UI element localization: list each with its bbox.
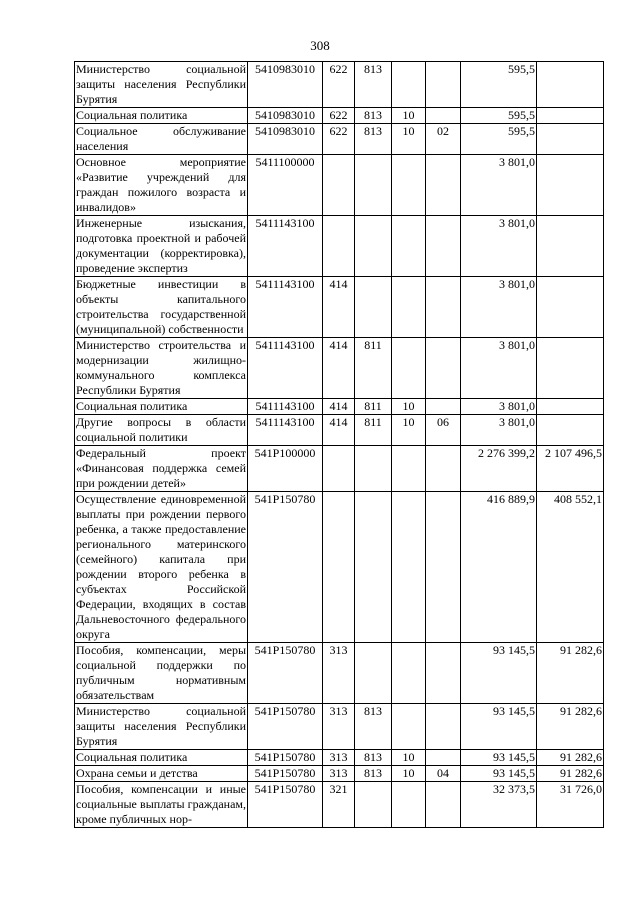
department-code-cell [355, 277, 392, 338]
amount-year1-cell: 93 145,5 [461, 704, 537, 750]
amount-year1-cell: 3 801,0 [461, 338, 537, 399]
expense-type-cell: 414 [323, 415, 355, 446]
section-cell: 10 [392, 766, 426, 782]
table-row [75, 62, 604, 108]
expense-type-cell [323, 446, 355, 492]
expense-type-cell: 313 [323, 643, 355, 704]
amount-year2-cell [537, 155, 604, 216]
amount-year1-cell: 3 801,0 [461, 277, 537, 338]
table-row [75, 446, 604, 492]
row-name-cell: Министерство социальной защиты населения Республики Бурятия [76, 704, 246, 748]
row-name-cell: Осуществление единовременной выплаты при рождении первого ребенка, а также предоставление регионального материнского (семейного) капитала при рождении второго ребенка в субъектах Российской Федерации, входящих в состав Дальневосточного федерального округа [76, 492, 246, 641]
target-article-cell: 541P150780 [248, 766, 323, 782]
target-article-cell: 541P150780 [248, 782, 323, 828]
subsection-cell: 04 [426, 766, 461, 782]
row-name-cell: Социальная политика [75, 399, 248, 415]
budget-table-body [75, 62, 604, 828]
budget-table [74, 61, 604, 828]
table-row [75, 415, 604, 446]
department-code-cell: 811 [355, 338, 392, 399]
amount-year2-cell [537, 338, 604, 399]
row-name-cell: Другие вопросы в области социальной политики [76, 415, 246, 444]
row-name-cell: Основное мероприятие «Развитие учреждений для граждан пожилого возраста и инвалидов» [76, 155, 246, 214]
amount-year1-cell: 93 145,5 [461, 643, 537, 704]
department-code-cell: 811 [355, 415, 392, 446]
amount-year1-cell: 3 801,0 [461, 415, 537, 446]
page-number: 308 [310, 38, 330, 53]
amount-year1-cell: 3 801,0 [461, 216, 537, 277]
section-cell: 10 [392, 415, 426, 446]
target-article-cell: 5410983010 [248, 124, 323, 155]
table-row [75, 704, 604, 750]
section-cell [392, 704, 426, 750]
row-name-cell: Социальная политика [75, 750, 248, 766]
amount-year2-cell [537, 415, 604, 446]
amount-year1-cell: 93 145,5 [461, 750, 537, 766]
amount-year2-cell: 2 107 496,5 [537, 446, 604, 492]
table-row [75, 492, 604, 643]
department-code-cell: 813 [355, 62, 392, 108]
subsection-cell [426, 446, 461, 492]
subsection-cell [426, 216, 461, 277]
section-cell [392, 216, 426, 277]
section-cell [392, 338, 426, 399]
row-name-cell: Пособия, компенсации, меры социальной поддержки по публичным нормативным обязательствам [76, 643, 246, 702]
expense-type-cell: 313 [323, 704, 355, 750]
amount-year2-cell: 408 552,1 [537, 492, 604, 643]
subsection-cell: 02 [426, 124, 461, 155]
expense-type-cell [323, 155, 355, 216]
subsection-cell [426, 750, 461, 766]
amount-year1-cell: 595,5 [461, 108, 537, 124]
expense-type-cell: 414 [323, 399, 355, 415]
row-name-cell: Федеральный проект «Финансовая поддержка семей при рождении детей» [76, 446, 246, 490]
expense-type-cell [323, 492, 355, 643]
subsection-cell [426, 399, 461, 415]
section-cell: 10 [392, 108, 426, 124]
expense-type-cell [323, 216, 355, 277]
amount-year1-cell: 32 373,5 [461, 782, 537, 828]
table-row [75, 782, 604, 828]
table-row [75, 750, 604, 766]
expense-type-cell: 414 [323, 277, 355, 338]
table-row [75, 155, 604, 216]
department-code-cell: 813 [355, 766, 392, 782]
row-name-cell: Социальное обслуживание населения [76, 124, 246, 153]
expense-type-cell: 622 [323, 62, 355, 108]
subsection-cell [426, 277, 461, 338]
target-article-cell: 541P150780 [248, 643, 323, 704]
target-article-cell: 5411143100 [248, 277, 323, 338]
target-article-cell: 5410983010 [248, 108, 323, 124]
section-cell [392, 155, 426, 216]
amount-year2-cell: 91 282,6 [537, 643, 604, 704]
amount-year1-cell: 3 801,0 [461, 155, 537, 216]
row-name-cell: Министерство строительства и модернизации жилищно-коммунального комплекса Республики Бурятия [76, 338, 246, 397]
amount-year1-cell: 595,5 [461, 62, 537, 108]
target-article-cell: 5411100000 [248, 155, 323, 216]
section-cell [392, 62, 426, 108]
amount-year1-cell: 2 276 399,2 [461, 446, 537, 492]
department-code-cell [355, 446, 392, 492]
department-code-cell [355, 782, 392, 828]
expense-type-cell: 414 [323, 338, 355, 399]
section-cell: 10 [392, 399, 426, 415]
target-article-cell: 5411143100 [248, 216, 323, 277]
amount-year2-cell: 31 726,0 [537, 782, 604, 828]
section-cell [392, 782, 426, 828]
table-row [75, 108, 604, 124]
department-code-cell [355, 643, 392, 704]
expense-type-cell: 321 [323, 782, 355, 828]
amount-year1-cell: 416 889,9 [461, 492, 537, 643]
amount-year1-cell: 3 801,0 [461, 399, 537, 415]
subsection-cell [426, 704, 461, 750]
table-row [75, 643, 604, 704]
table-row [75, 766, 604, 782]
row-name-cell: Охрана семьи и детства [75, 766, 248, 782]
subsection-cell [426, 108, 461, 124]
amount-year1-cell: 93 145,5 [461, 766, 537, 782]
target-article-cell: 541P150780 [248, 750, 323, 766]
section-cell [392, 643, 426, 704]
expense-type-cell: 622 [323, 108, 355, 124]
subsection-cell [426, 155, 461, 216]
amount-year2-cell [537, 216, 604, 277]
target-article-cell: 541P150780 [248, 704, 323, 750]
department-code-cell [355, 492, 392, 643]
target-article-cell: 5411143100 [248, 338, 323, 399]
section-cell: 10 [392, 124, 426, 155]
amount-year1-cell: 595,5 [461, 124, 537, 155]
department-code-cell: 813 [355, 704, 392, 750]
department-code-cell: 813 [355, 108, 392, 124]
subsection-cell: 06 [426, 415, 461, 446]
table-row [75, 216, 604, 277]
section-cell [392, 446, 426, 492]
row-name-cell: Социальная политика [75, 108, 248, 124]
amount-year2-cell [537, 124, 604, 155]
section-cell [392, 277, 426, 338]
section-cell [392, 492, 426, 643]
row-name-cell: Министерство социальной защиты населения Республики Бурятия [76, 62, 246, 106]
amount-year2-cell: 91 282,6 [537, 704, 604, 750]
amount-year2-cell [537, 399, 604, 415]
department-code-cell: 813 [355, 124, 392, 155]
row-name-cell: Пособия, компенсации и иные социальные выплаты гражданам, кроме публичных нор- [76, 782, 246, 826]
amount-year2-cell: 91 282,6 [537, 750, 604, 766]
table-row [75, 124, 604, 155]
expense-type-cell: 313 [323, 750, 355, 766]
department-code-cell: 813 [355, 750, 392, 766]
target-article-cell: 541P150780 [248, 492, 323, 643]
row-name-cell: Инженерные изыскания, подготовка проектной и рабочей документации (корректировка), проведение экспертиз [76, 216, 246, 275]
target-article-cell: 5411143100 [248, 399, 323, 415]
target-article-cell: 541P100000 [248, 446, 323, 492]
target-article-cell: 5411143100 [248, 415, 323, 446]
amount-year2-cell [537, 62, 604, 108]
row-name-cell: Бюджетные инвестиции в объекты капитального строительства государственной (муниципальной) собственности [76, 277, 246, 336]
section-cell: 10 [392, 750, 426, 766]
target-article-cell: 5410983010 [248, 62, 323, 108]
subsection-cell [426, 338, 461, 399]
amount-year2-cell [537, 277, 604, 338]
amount-year2-cell [537, 108, 604, 124]
expense-type-cell: 622 [323, 124, 355, 155]
expense-type-cell: 313 [323, 766, 355, 782]
department-code-cell: 811 [355, 399, 392, 415]
subsection-cell [426, 62, 461, 108]
subsection-cell [426, 782, 461, 828]
table-row [75, 338, 604, 399]
subsection-cell [426, 492, 461, 643]
amount-year2-cell: 91 282,6 [537, 766, 604, 782]
table-row [75, 277, 604, 338]
department-code-cell [355, 216, 392, 277]
subsection-cell [426, 643, 461, 704]
table-row [75, 399, 604, 415]
department-code-cell [355, 155, 392, 216]
